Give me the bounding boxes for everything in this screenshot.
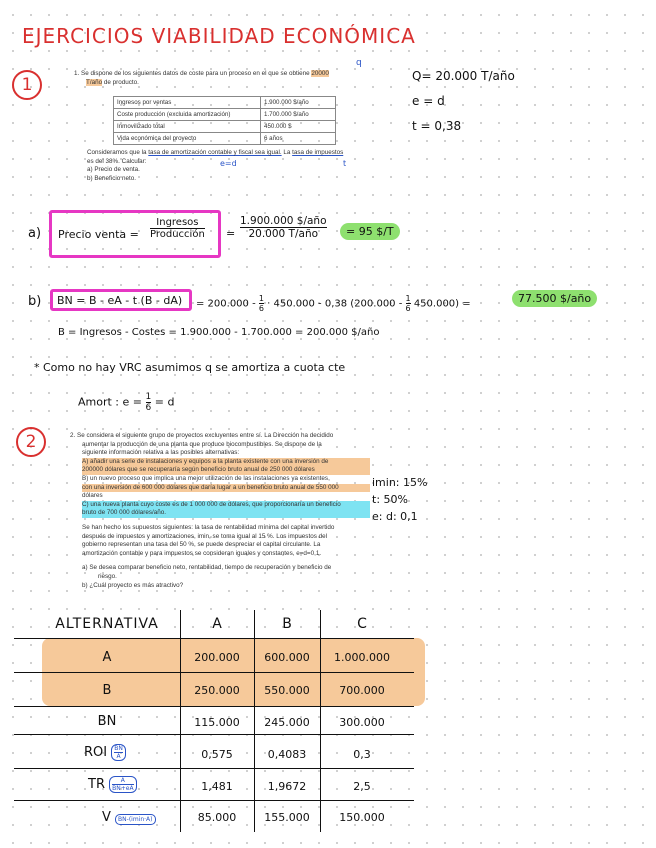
- numerator: A: [120, 777, 125, 784]
- numerator: 1: [145, 392, 152, 402]
- amortization-note: * Como no hay VRC asumimos q se amortiza a cuota cte: [34, 361, 346, 374]
- cell: 450.000 $: [261, 121, 336, 133]
- given-imin: imin: 15%: [372, 476, 428, 489]
- calc-part: = 200.000 -: [196, 298, 256, 310]
- text: 2. Se considera el siguiente grupo de proyectos excluyentes entre sí. La Dirección ha decidido: [70, 432, 334, 439]
- option-b: dólares: [82, 492, 103, 500]
- ex2-givens: [372, 474, 427, 525]
- amortization-formula: [78, 392, 174, 413]
- amort-right: = d: [154, 395, 175, 409]
- column-header: B: [282, 616, 292, 632]
- price-label: Precio venta =: [58, 228, 139, 241]
- table-cell: 300.000: [339, 716, 385, 729]
- text: tasa de amortización contable y fiscal sea igual.: [148, 149, 282, 156]
- given-t: t = 0,38: [412, 119, 462, 133]
- row-label: BN: [97, 714, 117, 729]
- one-sixth: [146, 392, 152, 413]
- text: Se han hecho los supuestos siguientes: la tasa de rentabilidad mínima del capital invertido: [82, 523, 335, 531]
- table-row: [114, 121, 336, 133]
- table-cell: 1,9672: [267, 780, 307, 793]
- equals: =: [226, 227, 236, 240]
- column-header: C: [357, 616, 367, 632]
- price-formula-box: [49, 210, 221, 258]
- cell: Ingresos por ventas: [114, 97, 261, 109]
- text: riesgo.: [98, 572, 117, 580]
- text: amortización contable y para impuestos se consideran iguales y constantes, e=d=0,1.: [82, 549, 322, 557]
- row-label-text: ROI: [84, 745, 108, 760]
- row-label: [84, 744, 180, 761]
- calc-part: · 450.000 - 0,38 (200.000 -: [267, 298, 403, 310]
- row-label: B: [102, 683, 112, 698]
- table-row: [114, 133, 336, 145]
- text: a) Precio de venta.: [87, 166, 140, 174]
- ex1-amount: 20000: [311, 70, 329, 77]
- one-sixth: [406, 294, 411, 313]
- cell: Coste producción (excluida amortización): [114, 109, 261, 121]
- page-title: EJERCICIOS VIABILIDAD ECONÓMICA: [22, 24, 416, 48]
- table-cell: 155.000: [264, 811, 310, 824]
- denominator: BN+eA: [112, 785, 134, 792]
- table-cell: 85.000: [197, 811, 237, 824]
- t-marker: t: [343, 159, 347, 168]
- option-b: con una inversión de 600 000 dólares que daría lugar a un beneficio bruto anual de 550 000: [82, 484, 370, 493]
- price-result: = 95 $/T: [340, 223, 400, 240]
- table-cell: 600.000: [264, 651, 310, 664]
- given-ed: e: d: 0,1: [372, 510, 418, 523]
- numerator: 1.900.000 $/año: [240, 215, 327, 227]
- table-cell: 550.000: [264, 684, 310, 697]
- denominator: 6: [145, 403, 152, 413]
- table-cell: 1,481: [201, 780, 233, 793]
- numerator: BN: [114, 745, 123, 752]
- table-cell: 2,5: [353, 780, 371, 793]
- table-cell: 700.000: [339, 684, 385, 697]
- row-divider: [14, 734, 414, 735]
- table-cell: 0,4083: [267, 748, 307, 761]
- option-b: B) un nuevo proceso que implica una mejor utilización de las instalaciones ya existentes,: [82, 474, 330, 482]
- numerator: Ingresos: [156, 217, 199, 228]
- ex1-paragraph: [87, 149, 387, 183]
- row-label: [88, 776, 180, 793]
- one-sixth: [259, 294, 264, 313]
- denominator: Producción: [150, 229, 205, 240]
- row-divider: [14, 638, 414, 639]
- cell: 1.700.000 $/año: [261, 109, 336, 121]
- ed-marker: e=d: [220, 159, 237, 168]
- text: b) ¿Cuál proyecto es más atractivo?: [82, 581, 184, 589]
- ex1-givens: [412, 64, 515, 139]
- ex2-statement: [70, 432, 370, 590]
- row-divider: [14, 768, 414, 769]
- exercise-2-number: 2: [16, 427, 46, 457]
- text: aumentar la producción de una planta que produce biocombustibles. Se dispone de la: [82, 440, 322, 448]
- column-header: A: [212, 616, 222, 632]
- exercise-1-number: 1: [12, 70, 42, 100]
- table-cell: 200.000: [194, 651, 240, 664]
- cell: 6 años: [261, 133, 336, 145]
- text: a) Se desea comparar beneficio neto, rentabilidad, tiempo de recuperación y beneficio de: [82, 564, 332, 572]
- text: b) Beneficio neto.: [87, 174, 137, 182]
- gross-profit-line: B = Ingresos - Costes = 1.900.000 - 1.700.000 = 200.000 $/año: [58, 327, 380, 338]
- text: gobierno representan una tasa del 50 %, se puede despreciar el capital circulante. La: [82, 541, 321, 549]
- option-c: bruto de 700 000 dólares/año.: [82, 509, 370, 518]
- denominator: 6: [258, 304, 264, 313]
- ex1-line2: de producto.: [103, 78, 139, 86]
- ex1-line1: 1. Se dispone de los siguientes datos de coste para un proceso en el que se obtiene: [74, 70, 310, 77]
- text: es del 38%. Calcular:: [87, 157, 147, 165]
- option-c: C) una nueva planta cuyo coste es de 1 000 000 de dólares, que proporcionaría un beneficio: [82, 501, 370, 510]
- table-cell: 250.000: [194, 684, 240, 697]
- amort-left: Amort : e =: [78, 395, 142, 409]
- option-a: A) añadir una serie de instalaciones y equipos a la planta existente con una inversión de: [82, 458, 370, 467]
- net-profit-result: 77.500 $/año: [512, 290, 597, 307]
- q-marker: q: [356, 58, 362, 68]
- row-label-text: V: [102, 810, 111, 825]
- tr-formula: [109, 776, 136, 793]
- text: tasa de impuestos: [292, 149, 344, 156]
- text: La: [283, 149, 291, 156]
- v-formula: BN-(imin·A): [115, 814, 155, 825]
- cell: 1.900.000 $/año: [261, 97, 336, 109]
- income-fraction: [150, 217, 205, 240]
- row-label: A: [102, 650, 112, 665]
- row-label-text: TR: [88, 777, 105, 792]
- row-divider: [14, 800, 414, 801]
- table-cell: 245.000: [264, 716, 310, 729]
- text: después de impuestos y amortizaciones, imin, se toma igual al 15 %. Los impuestos del: [82, 532, 328, 540]
- roi-formula: [111, 744, 126, 761]
- numerator: 1: [258, 294, 264, 303]
- answer-b-label: b): [28, 294, 42, 309]
- denominator: A: [116, 753, 121, 760]
- answer-a-label: a): [28, 226, 42, 241]
- row-divider: [14, 672, 414, 673]
- row-divider: [14, 706, 414, 707]
- table-cell: 1.000.000: [334, 651, 390, 664]
- given-ed: e = d: [412, 94, 445, 108]
- ex1-data-table: [113, 96, 336, 145]
- net-profit-formula-box: BN = B - eA - t (B - dA): [50, 289, 192, 311]
- table-row: [114, 97, 336, 109]
- table-cell: 115.000: [194, 716, 240, 729]
- value-fraction: [240, 215, 327, 240]
- option-a: 200000 dólares que se recuperaría según beneficio bruto anual de 250 000 dólares: [82, 466, 370, 475]
- text: Consideramos que la: [87, 149, 147, 156]
- ex1-statement: [74, 70, 394, 87]
- net-profit-calc: [196, 294, 471, 313]
- table-cell: 0,3: [353, 748, 371, 761]
- numerator: 1: [405, 294, 411, 303]
- cell: Inmovilizado total: [114, 121, 261, 133]
- calc-part: 450.000) =: [413, 298, 471, 310]
- ex1-unit: T/año: [86, 78, 103, 86]
- cell: Vida económica del proyecto: [114, 133, 261, 145]
- table-cell: 0,575: [201, 748, 233, 761]
- denominator: 6: [405, 304, 411, 313]
- denominator: 20.000 T/año: [248, 228, 319, 240]
- text: siguiente información relativa a las posibles alternativas:: [82, 449, 240, 457]
- column-header: ALTERNATIVA: [55, 616, 159, 632]
- given-t: t: 50%: [372, 493, 408, 506]
- given-q: Q= 20.000 T/año: [412, 69, 515, 83]
- table-cell: 150.000: [339, 811, 385, 824]
- table-row: [114, 109, 336, 121]
- row-label: [102, 810, 182, 825]
